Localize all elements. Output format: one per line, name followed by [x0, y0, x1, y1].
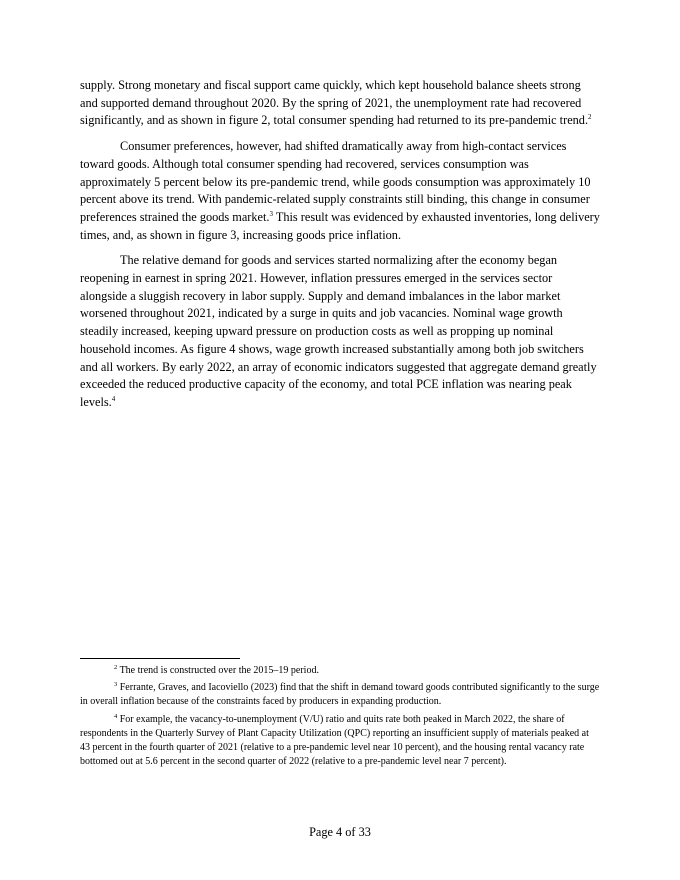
- footnote-ref-3[interactable]: 3: [269, 209, 273, 218]
- paragraph-1-text: supply. Strong monetary and fiscal support came quickly, which kept household balance sheets strong and supported demand throughout 2020. By the spring of 2021, the unemployment rate had recovered significantly, and as shown in figure 2, total consumer spending had returned to its pre-pandemic trend.: [80, 78, 589, 128]
- page-number: Page 4 of 33: [309, 825, 371, 839]
- paragraph-2-tail: This result was evidenced by exhausted inventories, long delivery times, and, as shown in figure 3, increasing goods price inflation.: [80, 209, 600, 242]
- footnote-mark: 2: [114, 664, 118, 671]
- footnote-4: [80, 713, 600, 770]
- paragraph-1: [80, 77, 600, 130]
- footnotes: [80, 664, 600, 772]
- paragraph-3: [80, 252, 600, 411]
- footnote-separator: [80, 658, 240, 659]
- footnote-3: [80, 681, 600, 709]
- footnote-ref-4[interactable]: 4: [111, 394, 116, 403]
- paragraph-2: [80, 138, 600, 244]
- footnote-mark: 3: [114, 681, 118, 689]
- footnote-2: [80, 664, 600, 678]
- paragraph-3-text: The relative demand for goods and services started normalizing after the economy began reopening in earnest in spring 2021. However, inflation pressures emerged in the services sector alongside a sluggish recovery in labor supply. Supply and demand imbalances in the labor market worsened throughout 2021, indicated by a surge in quits and job vacancies. Nominal wage growth steadily increased, keeping upward pressure on production costs as well as propping up nominal household incomes. As figure 4 shows, wage growth increased substantially among both job switchers and all workers. By early 2022, an array of economic indicators suggested that aggregate demand greatly exceeded the reduced productive capacity of the economy, and total PCE inflation was nearing peak levels.: [80, 253, 597, 409]
- footnote-text: For example, the vacancy-to-unemployment (V/U) ratio and quits rate both peaked in March 2022, the share of respondents in the Quarterly Survey of Plant Capacity Utilization (QPC) reporting an insufficient supply of materials peaked at 43 percent in the fourth quarter of 2021 (relative to a pre-pandemic level near 10 percent), and the housing rental vacancy rate bottomed out at 5.6 percent in the second quarter of 2022 (relative to a pre-pandemic level near 7 percent).: [80, 713, 589, 768]
- footnote-text: Ferrante, Graves, and Iacoviello (2023) find that the shift in demand toward goods contributed significantly to the surge in overall inflation because of the constraints faced by producers in expanding production.: [80, 682, 600, 708]
- footnote-mark: 4: [114, 712, 118, 720]
- footnote-ref-2[interactable]: 2: [588, 113, 592, 122]
- body-text: [80, 77, 600, 420]
- footnote-text: The trend is constructed over the 2015–19 period.: [117, 665, 319, 676]
- paragraph-2-text: Consumer preferences, however, had shifted dramatically away from high-contact services toward goods. Although total consumer spending had recovered, services consumption was approximately 5 percent below its pre-pandemic trend, while goods consumption was approximately 10 percent above its trend. With pandemic-related supply constraints still binding, this change in consumer preferences strained the goods market.: [80, 139, 591, 224]
